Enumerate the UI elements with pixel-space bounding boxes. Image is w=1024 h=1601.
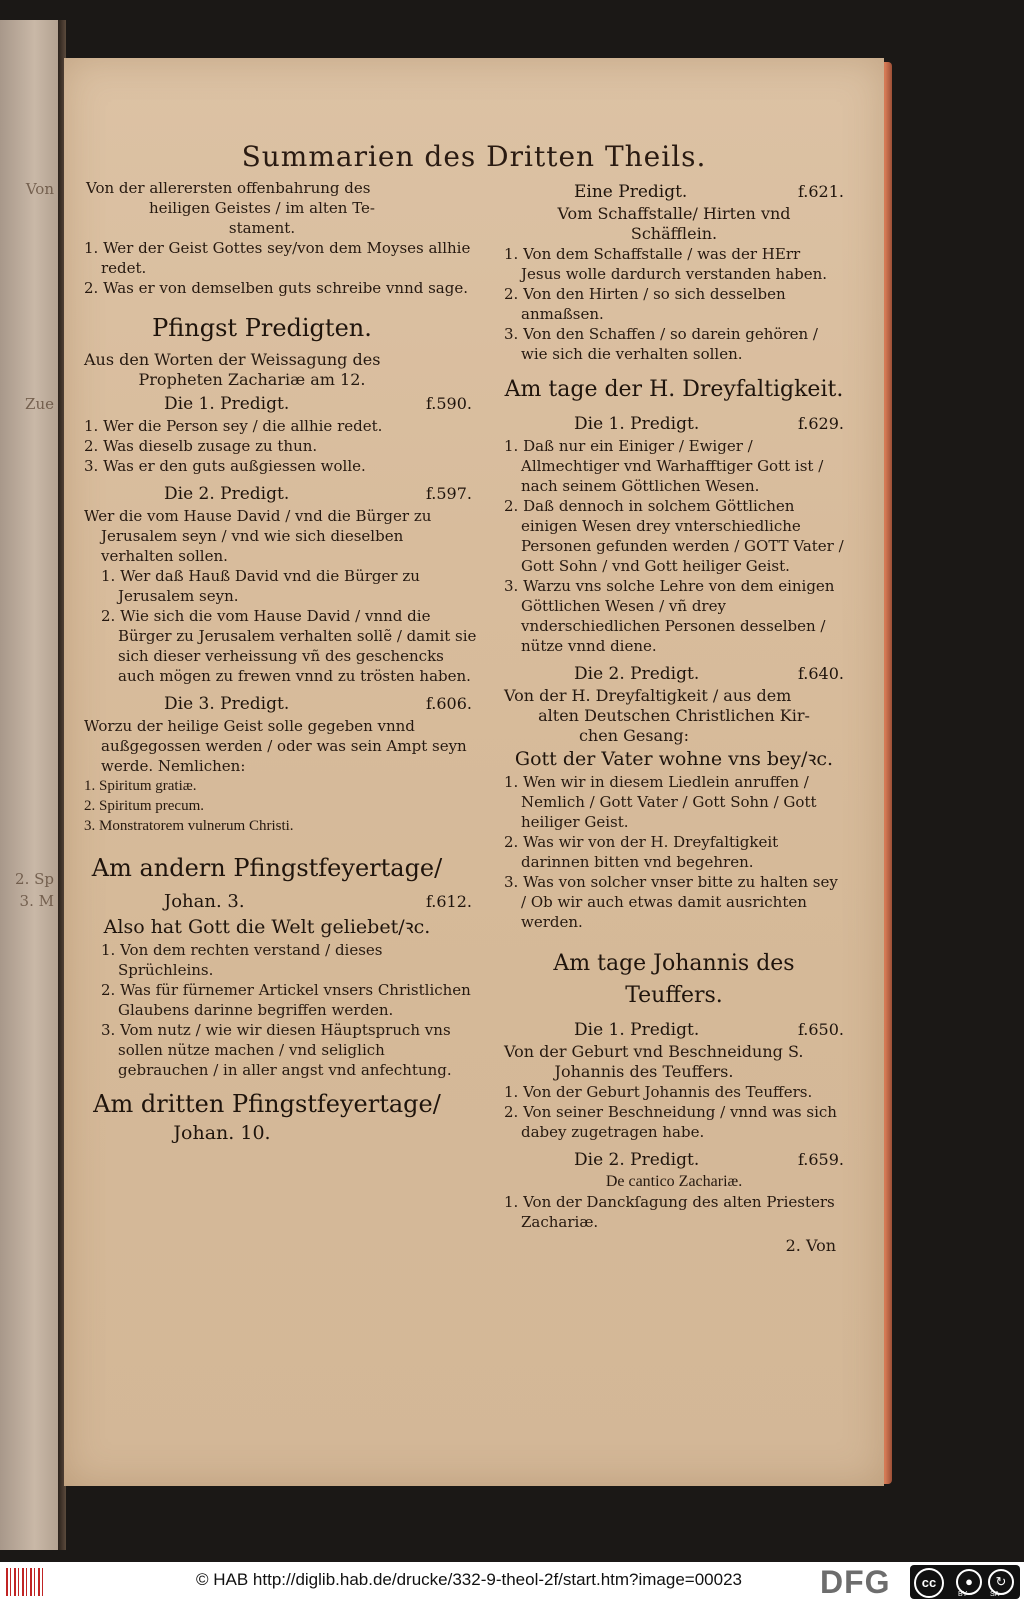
folio-number: f.606. <box>425 694 472 713</box>
section-title: Am andern Pfingstfeyertage/ <box>91 854 443 882</box>
sermon-heading <box>504 178 844 204</box>
list-item: 2. Was wir von der H. Dreyfaltigkeit darinnen bitten vnd begehren. <box>504 833 779 871</box>
sermon-heading <box>504 1016 844 1042</box>
list-item: 2. Spiritum precum. <box>84 798 204 814</box>
left-page-fragment: 3. M <box>19 892 54 910</box>
section-subtitle-line: alten Deutschen Christlichen Kir- <box>538 706 810 725</box>
by-person-icon: ● <box>956 1569 982 1595</box>
left-page-fragment: 2. Sp <box>15 870 54 888</box>
list-item: 3. Was von solcher vnser bitte zu halten sey / Ob wir auch etwas damit ausrichten werden. <box>504 873 838 931</box>
section-subtitle-line: Propheten Zachariæ am 12. <box>138 370 366 389</box>
list-item: 1. Daß nur ein Einiger / Ewiger / Allmechtiger vnd Warhafftiger Gott ist / nach seinem Göttlichen Wesen. <box>504 437 824 495</box>
folio-number: f.659. <box>797 1150 844 1169</box>
sermon-summary: Worzu der heilige Geist solle gegeben vnnd außgegossen werden / oder was sein Ampt seyn werde. Nemlichen: <box>84 717 467 775</box>
list-item: 3. Was er den guts außgiessen wolle. <box>84 457 366 475</box>
hymn-title: Gott der Vater wohne vns bey/ꝛc. <box>514 748 834 770</box>
list-item: 2. Was dieselb zusage zu thun. <box>84 437 318 455</box>
intro-heading-line: Von der allerersten offenbahrung des <box>86 179 371 197</box>
list-item: 2. Was er von demselben guts schreibe vnnd sage. <box>84 279 468 297</box>
scripture-label: Johan. 10. <box>173 1122 271 1144</box>
section-subtitle-line: Johannis des Teuffers. <box>554 1062 734 1081</box>
share-alike-icon: ↻ <box>988 1569 1014 1595</box>
sermon-label: Die 2. Predigt. <box>164 484 290 504</box>
scanned-page <box>64 58 884 1486</box>
footer-bar <box>0 1562 1024 1601</box>
section-subtitle-line: Aus den Worten der Weissagung des <box>84 350 381 369</box>
sermon-label: Die 1. Predigt. <box>574 1020 700 1040</box>
sermon-label: Die 3. Predigt. <box>164 694 290 714</box>
folio-number: f.597. <box>425 484 472 503</box>
list-item: 1. Von dem rechten verstand / dieses Sprüchleins. <box>101 941 383 979</box>
sermon-heading <box>84 480 480 506</box>
section-subtitle-line: chen Gesang: <box>578 726 690 745</box>
list-item: 1. Spiritum gratiæ. <box>84 778 197 794</box>
dfg-logo: DFG <box>820 1564 891 1600</box>
section-subtitle: De cantico Zachariæ. <box>605 1173 743 1190</box>
list-item: 1. Von der Danckſagung des alten Priesters Zachariæ. <box>504 1193 835 1231</box>
section-subtitle-line: Vom Schaffstalle/ Hirten vnd <box>557 204 791 223</box>
list-item: 1. Wen wir in diesem Liedlein anruffen / Nemlich / Gott Vater / Gott Sohn / Gott heiliger Geist. <box>504 773 817 831</box>
folio-number: f.621. <box>797 182 844 201</box>
list-item: 1. Wer der Geist Gottes sey/von dem Moyses allhie redet. <box>84 239 471 277</box>
list-item: 3. Monstratorem vulnerum Christi. <box>84 818 294 834</box>
left-column <box>84 178 480 1146</box>
cc-icon: cc <box>914 1568 944 1598</box>
barcode-icon <box>6 1568 46 1596</box>
intro-heading-line: stament. <box>228 219 296 237</box>
sermon-heading <box>84 690 480 716</box>
sermon-heading <box>84 390 480 416</box>
list-item: 1. Wer die Person sey / die allhie redet. <box>84 417 383 435</box>
folio-number: f.590. <box>425 394 472 413</box>
list-item: 1. Von dem Schaffstalle / was der HErr Jesus wolle dardurch verstanden haben. <box>504 245 828 283</box>
left-page-strip <box>0 20 58 1550</box>
list-item: 1. Wer daß Hauß David vnd die Bürger zu Jerusalem seyn. <box>101 567 420 605</box>
sermon-heading <box>504 660 844 686</box>
section-subtitle: Also hat Gott die Welt geliebet/ꝛc. <box>103 916 431 938</box>
sermon-label: Eine Predigt. <box>574 182 688 202</box>
cc-license-badge[interactable] <box>910 1565 1020 1599</box>
page-title: Summarien des Dritten Theils. <box>241 140 707 173</box>
section-title: Pfingst Predigten. <box>152 314 372 342</box>
list-item: 1. Von der Geburt Johannis des Teuffers. <box>504 1083 813 1101</box>
folio-number: f.640. <box>797 664 844 683</box>
left-page-fragment: Von <box>25 180 54 198</box>
list-item: 3. Von den Schaffen / so darein gehören / wie sich die verhalten sollen. <box>504 325 818 363</box>
sermon-heading <box>504 410 844 436</box>
section-title: Am tage der H. Dreyfaltigkeit. <box>504 377 844 402</box>
right-column <box>504 178 844 1255</box>
intro-heading-line: heiligen Geistes / im alten Te- <box>148 199 376 217</box>
sermon-heading <box>504 1146 844 1172</box>
folio-number: f.629. <box>797 414 844 433</box>
left-page-fragment: Zue <box>25 395 54 413</box>
sa-label: SA <box>990 1591 1000 1598</box>
section-subtitle-line: Schäfflein. <box>630 224 718 243</box>
copyright-link[interactable]: © HAB http://diglib.hab.de/drucke/332-9-theol-2f/start.htm?image=00023 <box>196 1570 742 1589</box>
sermon-label: Die 1. Predigt. <box>164 394 290 414</box>
list-item: 2. Was für fürnemer Artickel vnsers Christlichen Glaubens darinne begriffen werden. <box>101 981 471 1019</box>
sermon-label: Die 2. Predigt. <box>574 664 700 684</box>
list-item: 2. Von seiner Beschneidung / vnnd was sich dabey zugetragen habe. <box>504 1103 837 1141</box>
section-subtitle-line: Von der H. Dreyfaltigkeit / aus dem <box>504 686 792 705</box>
section-subtitle-line: Von der Geburt vnd Beschneidung S. <box>504 1042 804 1061</box>
list-item: 3. Warzu vns solche Lehre von dem einigen Göttlichen Wesen / vñ drey vnderschiedlichen Personen desselben / nütze vnnd diene. <box>504 577 835 655</box>
section-title: Am dritten Pfingstfeyertage/ <box>93 1090 441 1118</box>
folio-number: f.650. <box>797 1020 844 1039</box>
sermon-label: Die 2. Predigt. <box>574 1150 700 1170</box>
catchword: 2. Von <box>785 1236 836 1255</box>
scripture-label: Johan. 3. <box>164 891 245 912</box>
list-item: 3. Vom nutz / wie wir diesen Häuptspruch vns sollen nütze machen / vnd seliglich gebrauchen / in aller angst vnd anfechtung. <box>101 1021 452 1079</box>
sermon-label: Die 1. Predigt. <box>574 414 700 434</box>
sermon-summary: Wer die vom Hause David / vnd die Bürger zu Jerusalem seyn / vnd wie sich dieselben verhalten sollen. <box>84 507 432 565</box>
by-label: BY <box>958 1591 968 1598</box>
list-item: 2. Von den Hirten / so sich desselben anmaßsen. <box>504 285 786 323</box>
list-item: 2. Daß dennoch in solchem Göttlichen einigen Wesen drey vnterschiedliche Personen gefunden werden / GOTT Vater / Gott Sohn / vnd Gott heiliger Geist. <box>504 497 844 575</box>
scripture-reference <box>84 888 480 914</box>
list-item: 2. Wie sich die vom Hause David / vnnd die Bürger zu Jerusalem verhalten sollẽ / damit sie sich dieser verheissung vñ des geschencks auch mögen zu frewen vnnd zu trösten haben. <box>101 607 477 685</box>
folio-number: f.612. <box>425 892 472 911</box>
section-title: Am tage Johannis des Teuffers. <box>553 951 795 1008</box>
